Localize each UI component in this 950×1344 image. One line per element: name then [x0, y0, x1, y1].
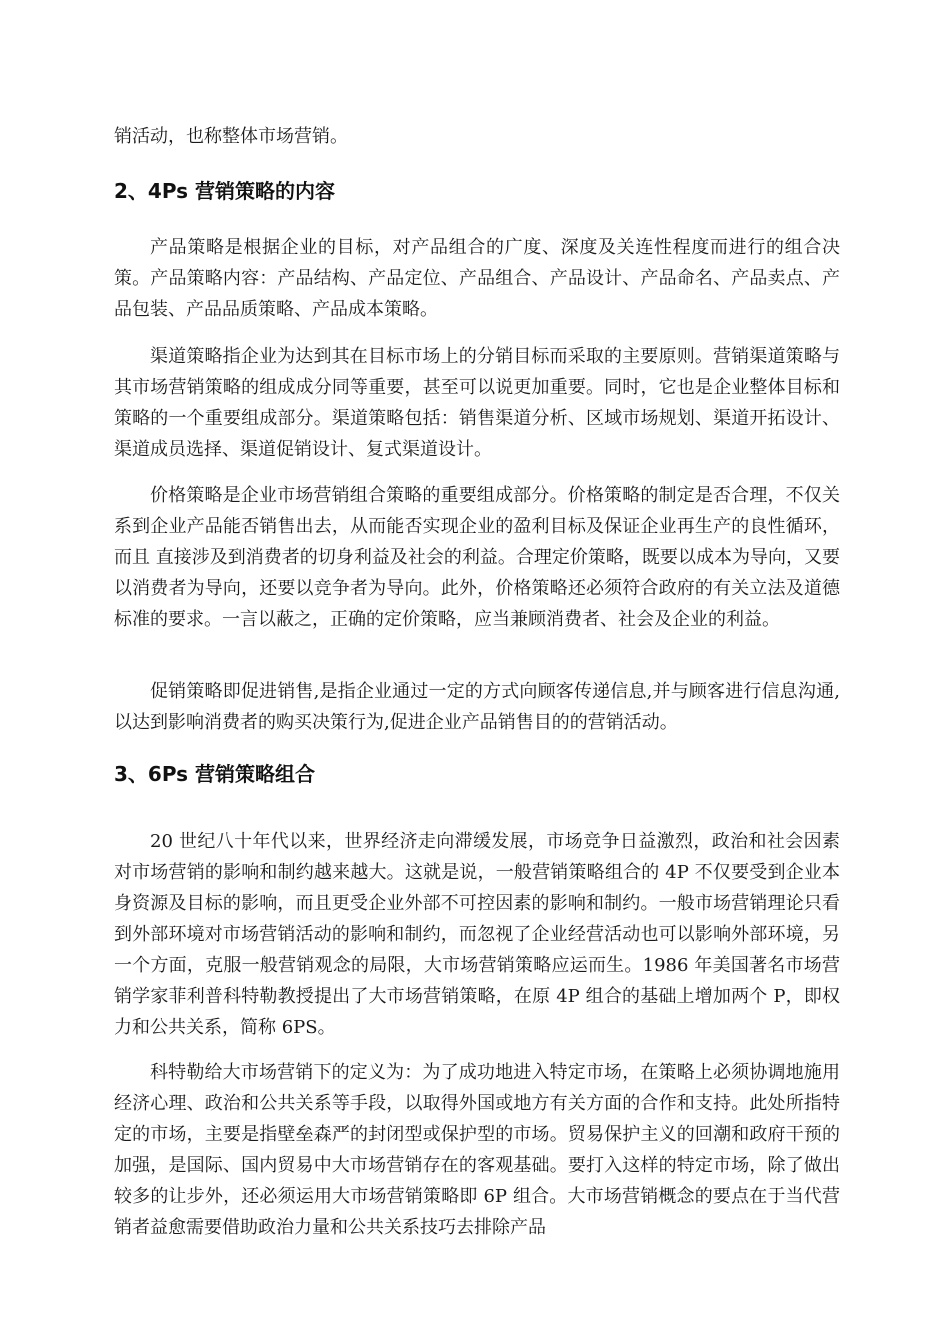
product-strategy-paragraph: 产品策略是根据企业的目标，对产品组合的广度、深度及关连性程度而进行的组合决策。产品策略内容：产品结构、产品定位、产品组合、产品设计、产品命名、产品卖点、产品包装、产品品质策略、产品成本策略。: [114, 237, 840, 320]
promotion-strategy-paragraph: 促销策略即促进销售,是指企业通过一定的方式向顾客传递信息,并与顾客进行信息沟通,以达到影响消费者的购买决策行为,促进企业产品销售目的的营销活动。: [114, 681, 840, 733]
intro-fragment: 销活动，也称整体市场营销。: [114, 126, 348, 147]
section-3-heading: 3、6Ps 营销策略组合: [114, 762, 316, 786]
price-strategy-paragraph: 价格策略是企业市场营销组合策略的重要组成部分。价格策略的制定是否合理，不仅关系到企业产品能否销售出去，从而能否实现企业的盈利目标及保证企业再生产的良性循环，而且 直接涉及到消费者的切身利益及社会的利益。合理定价策略，既要以成本为导向，又要以消费者为导向，还要以竞争者为导向。此外，价格策略还必须符合政府的有关立法及道德标准的要求。一言以蔽之，正确的定价策略，应当兼顾消费者、社会及企业的利益。: [114, 485, 840, 630]
channel-strategy-paragraph: 渠道策略指企业为达到其在目标市场上的分销目标而采取的主要原则。营销渠道策略与其市场营销策略的组成成分同等重要，甚至可以说更加重要。同时，它也是企业整体目标和策略的一个重要组成部分。渠道策略包括：销售渠道分析、区域市场规划、渠道开拓设计、渠道成员选择、渠道促销设计、复式渠道设计。: [114, 346, 840, 460]
kotler-definition-paragraph: 科特勒给大市场营销下的定义为：为了成功地进入特定市场，在策略上必须协调地施用经济心理、政治和公共关系等手段，以取得外国或地方有关方面的合作和支持。此处所指特定的市场，主要是指壁垒森严的封闭型或保护型的市场。贸易保护主义的回潮和政府干预的加强，是国际、国内贸易中大市场营销存在的客观基础。要打入这样的特定市场，除了做出较多的让步外，还必须运用大市场营销策略即 6P 组合。大市场营销概念的要点在于当代营销者益愈需要借助政治力量和公共关系技巧去排除产品: [114, 1062, 840, 1238]
section-2-heading: 2、4Ps 营销策略的内容: [114, 179, 336, 203]
six-ps-background-paragraph: 20 世纪八十年代以来，世界经济走向滞缓发展，市场竞争日益激烈，政治和社会因素对市场营销的影响和制约越来越大。这就是说，一般营销策略组合的 4P 不仅要受到企业本身资源及目标的影响，而且更受企业外部不可控因素的影响和制约。一般市场营销理论只看到外部环境对市场营销活动的影响和制约，而忽视了企业经营活动也可以影响外部环境，另一个方面，克服一般营销观念的局限，大市场营销策略应运而生。1986 年美国著名市场营销学家菲利普科特勒教授提出了大市场营销策略，在原 4P 组合的基础上增加两个 P，即权力和公共关系，简称 6PS。: [114, 831, 840, 1038]
